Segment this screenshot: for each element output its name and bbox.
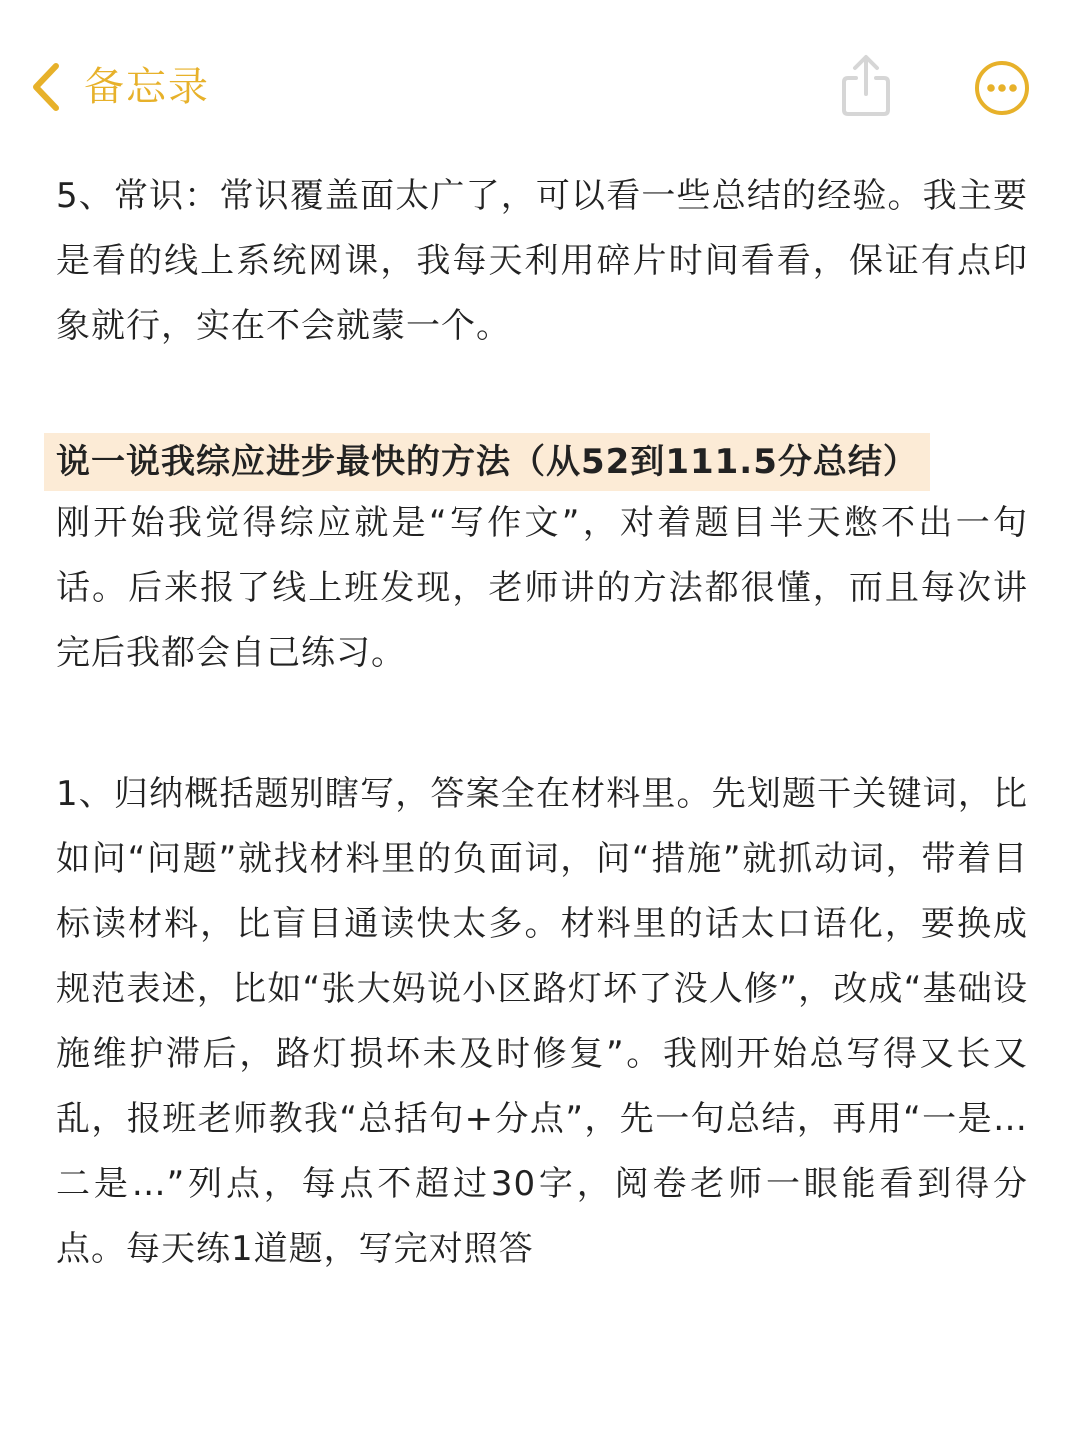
heading-wrap [44, 433, 1028, 491]
note-body [56, 164, 1028, 1282]
chevron-left-icon [28, 58, 64, 116]
back-button[interactable] [28, 58, 210, 116]
share-icon [838, 103, 894, 122]
paragraph-method-1: 1、归纳概括题别瞎写，答案全在材料里。先划题干关键词，比如问“问题”就找材料里的负面词，问“措施”就抓动词，带着目标读材料，比盲目通读快太多。材料里的话太口语化，要换成规范表述，比如“张大妈说小区路灯坏了没人修”，改成“基础设施维护滞后，路灯损坏未及时修复”。我刚开始总写得又长又乱，报班老师教我“总括句+分点”，先一句总结，再用“一是…二是…”列点，每点不超过30字，阅卷老师一眼能看到得分点。每天练1道题，写完对照答 [56, 774, 1028, 1269]
more-button[interactable] [972, 58, 1032, 118]
back-button-label: 备忘录 [84, 64, 210, 110]
paragraph-common-sense: 5、常识：常识覆盖面太广了，可以看一些总结的经验。我主要是看的线上系统网课，我每天利用碎片时间看看，保证有点印象就行，实在不会就蒙一个。 [56, 176, 1028, 346]
section-heading: 说一说我综应进步最快的方法（从52到111.5分总结） [44, 433, 930, 491]
navigation-bar [0, 0, 1080, 150]
paragraph-intro: 刚开始我觉得综应就是“写作文”，对着题目半天憋不出一句话。后来报了线上班发现，老师讲的方法都很懂，而且每次讲完后我都会自己练习。 [56, 503, 1028, 673]
more-icon [972, 103, 1032, 122]
share-button[interactable] [838, 52, 894, 118]
